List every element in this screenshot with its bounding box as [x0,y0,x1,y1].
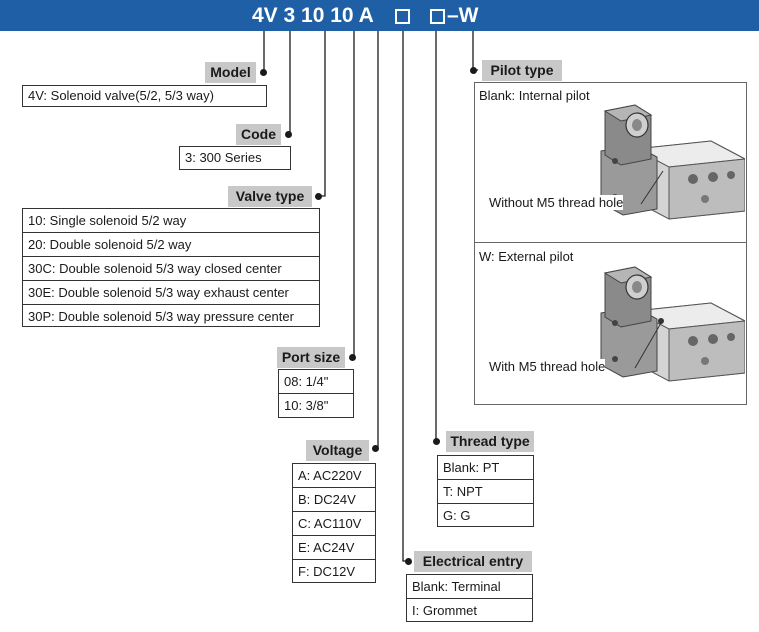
code-dot [285,131,292,138]
valve-type-item-0: 10: Single solenoid 5/2 way [23,209,319,233]
internal-pilot-note: Without M5 thread hole [489,195,624,210]
voltage-item-1: B: DC24V [293,488,375,512]
valve-type-item-3: 30E: Double solenoid 5/3 way exhaust center [23,281,319,305]
model-dot [260,69,267,76]
model-item-0: 4V: Solenoid valve(5/2, 5/3 way) [28,88,214,103]
valve-type-item-1: 20: Double solenoid 5/2 way [23,233,319,257]
line-voltage [373,31,378,448]
valve-type-item-2: 30C: Double solenoid 5/3 way closed center [23,257,319,281]
voltage-dot [372,445,379,452]
electrical-entry-dot [405,558,412,565]
port-size-item-0: 08: 1/4" [279,370,353,394]
thread-type-item-0: Blank: PT [438,456,533,480]
pilot-type-dot [470,67,477,74]
pilot-type-box [474,82,747,405]
line-valve-type [318,31,325,196]
electrical-entry-item-0: Blank: Terminal [407,575,532,599]
line-thread-type [436,31,440,441]
line-port-size [350,31,354,357]
valve-type-dot [315,193,322,200]
thread-type-label: Thread type [446,431,534,452]
voltage-box [292,463,376,583]
port-size-item-1: 10: 3/8" [284,398,329,413]
external-pilot-note: With M5 thread hole [489,359,606,374]
model-label: Model [205,62,256,83]
thread-type-item-2: G: G [443,508,471,523]
external-pilot-pointer [475,83,748,406]
code-item-0: 3: 300 Series [185,150,262,165]
thread-type-box [437,455,534,527]
port-size-label: Port size [277,347,345,368]
line-pilot-type [473,31,478,70]
voltage-item-4: F: DC12V [298,564,356,579]
external-pilot-title: W: External pilot [479,249,574,264]
model-box [22,85,267,107]
code-box [179,146,291,170]
line-code [286,31,290,134]
line-electrical-entry [403,31,408,561]
thread-type-dot [433,438,440,445]
electrical-entry-item-1: I: Grommet [412,603,478,618]
line-model [261,31,264,72]
port-size-dot [349,354,356,361]
electrical-entry-box [406,574,533,622]
pilot-type-label: Pilot type [482,60,562,81]
port-size-box [278,369,354,418]
valve-type-box [22,208,320,327]
thread-type-item-1: T: NPT [438,480,533,504]
internal-pilot-title: Blank: Internal pilot [479,88,590,103]
voltage-item-3: E: AC24V [293,536,375,560]
model-code-prefix: 4V 3 10 10 A [252,4,374,27]
voltage-item-0: A: AC220V [293,464,375,488]
valve-type-item-4: 30P: Double solenoid 5/3 way pressure center [28,309,294,324]
model-code-suffix: –W [447,4,479,27]
code-label: Code [236,124,281,145]
voltage-item-2: C: AC110V [293,512,375,536]
valve-type-label: Valve type [228,186,312,207]
voltage-label: Voltage [306,440,369,461]
electrical-entry-label: Electrical entry [414,551,532,572]
